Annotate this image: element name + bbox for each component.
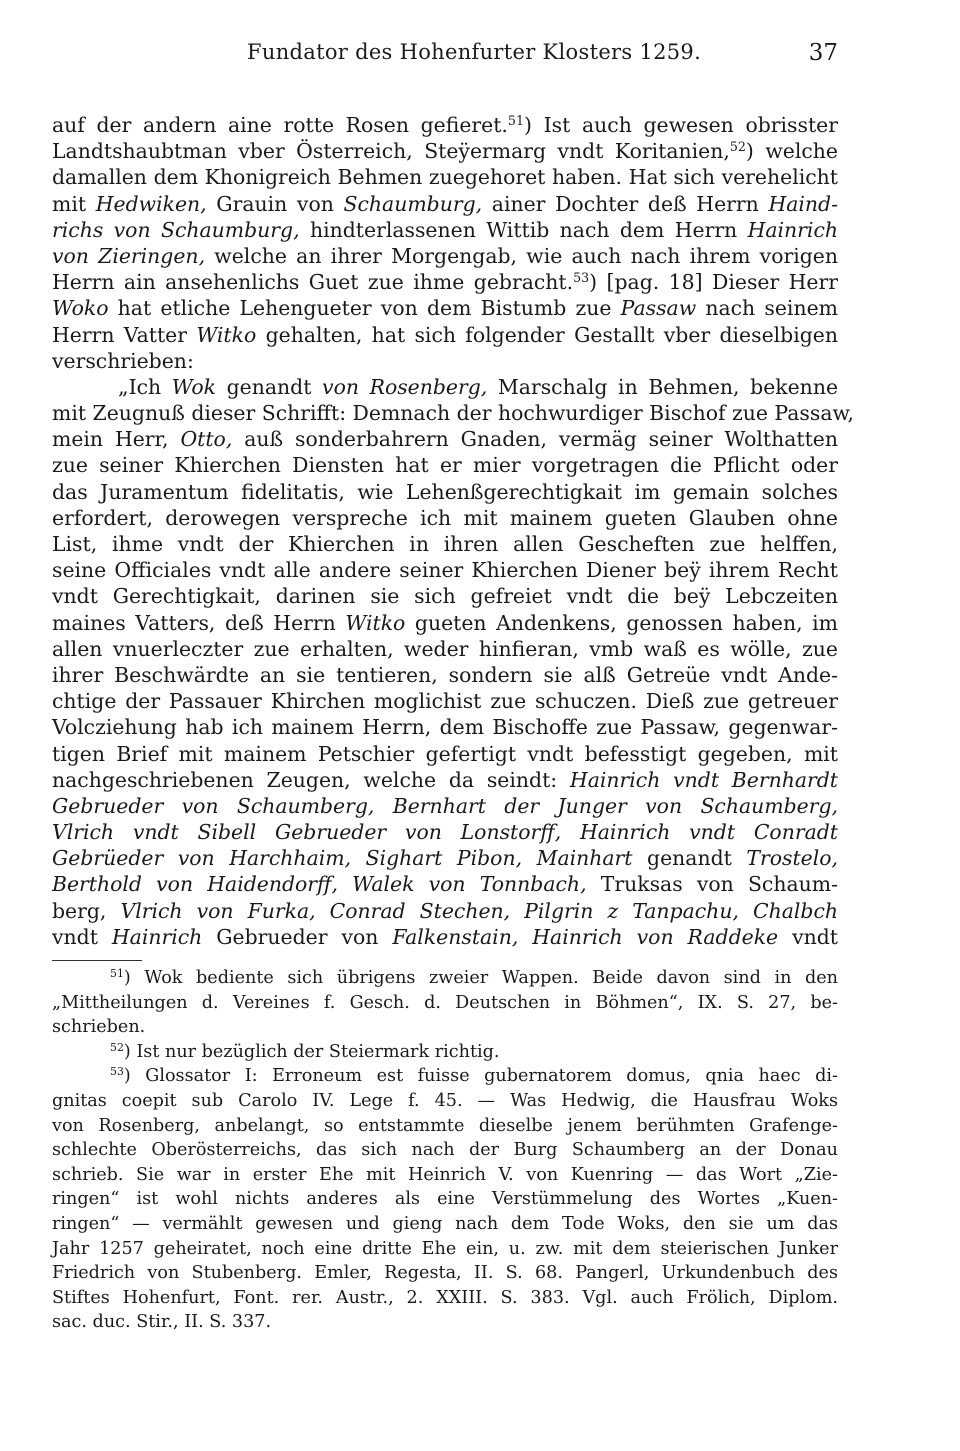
text-line <box>52 217 838 243</box>
text-run: damallen dem Khonigreich Behmen zuegehoret haben. Hat sich verehelicht <box>52 165 838 190</box>
text-run: seine Officiales vndt alle andere seiner Khierchen Diener beÿ ihrem Recht <box>52 558 838 583</box>
text-line <box>52 374 838 400</box>
footnote-line <box>52 1089 838 1114</box>
text-line <box>52 636 838 662</box>
text-run: Herrn Vatter <box>52 322 197 347</box>
italic-text: Passaw <box>620 296 697 321</box>
running-title: Fundator des Hohenfurter Klosters 1259. <box>247 40 702 64</box>
text-run: welche an ihrer Morgengab, wie auch nach ihrem vorigen <box>205 243 838 268</box>
footnote-line <box>52 1138 838 1163</box>
footnote-line <box>52 1286 838 1311</box>
text-line <box>52 610 838 636</box>
italic-text: Haind- <box>768 191 838 216</box>
italic-text: Hainrich <box>111 924 203 949</box>
text-line <box>52 112 838 138</box>
italic-text: Wok <box>171 374 217 399</box>
text-run: von Rosenberg, anbelangt, so entstammte dieselbe jenem berühmten Grafenge- <box>52 1115 838 1136</box>
footnote-reference: 51 <box>507 113 524 129</box>
italic-text: Hainrich <box>747 217 838 242</box>
footnote-line <box>52 991 838 1016</box>
text-line <box>52 898 838 924</box>
text-line <box>52 662 838 688</box>
text-run: Stiftes Hohenfurt, Font. rer. Austr., 2. XXIII. S. 383. Vgl. auch Frölich, Diplom. <box>52 1287 838 1308</box>
italic-text: Witko <box>196 322 257 347</box>
text-line <box>52 191 838 217</box>
text-run: Gebrueder von <box>202 924 393 949</box>
text-run: tigen Brief mit mainem Petschier gefertigt vndt befesstigt gegeben, mit <box>52 741 838 766</box>
text-line <box>52 741 838 767</box>
italic-text: Trostelo, <box>746 846 838 871</box>
body-text <box>52 112 854 950</box>
text-run: gueten Andenkens, genossen haben, im <box>405 610 839 635</box>
footnote-line <box>52 1015 838 1040</box>
text-run: Herrn ain ansehenlichs Guet zue ihme gebracht. <box>52 270 574 295</box>
footnote-line <box>52 1114 838 1139</box>
italic-text: Otto, <box>180 427 233 452</box>
italic-text: Vlrich von Furka, Conrad Stechen, Pilgrin z Tanpachu, Chalbch <box>120 898 838 923</box>
text-run: „Mittheilungen d. Vereines f. Gesch. d. Deutschen in Böhmen“, IX. S. 27, be- <box>52 992 838 1013</box>
text-run: ringen“ ist wohl nichts anderes als eine Verstümmelung des Wortes „Kuen- <box>52 1189 838 1210</box>
italic-text: Vlrich vndt Sibell Gebrueder von Lonstorff, Hainrich vndt Conradt <box>52 820 838 845</box>
footnote-line <box>52 1237 838 1262</box>
italic-text: Schaumburg, <box>343 191 483 216</box>
text-line <box>52 688 838 714</box>
text-run: ringen“ — vermählt gewesen und gieng nach dem Tode Woks, den sie um das <box>52 1213 838 1234</box>
text-run: mein Herr, <box>52 427 181 452</box>
text-run: nach seinem <box>696 296 838 321</box>
text-run: ainer Dochter deß Herrn <box>482 191 769 216</box>
italic-text: richs von Schaumburg, <box>52 217 300 242</box>
text-line <box>52 845 838 871</box>
italic-text: Woko <box>52 296 109 321</box>
footnote-line <box>52 1187 838 1212</box>
text-line <box>52 295 838 321</box>
page-number: 37 <box>808 40 838 66</box>
text-run: ) Ist auch gewesen obrisster <box>523 113 838 137</box>
text-line <box>52 479 838 505</box>
text-run: das Juramentum fidelitatis, wie Lehenßgerechtigkait im gemain solches <box>52 479 838 504</box>
footnote-line <box>52 1261 838 1286</box>
text-run: vndt <box>778 924 838 949</box>
text-line <box>52 426 838 452</box>
text-run: auß sonderbahrern Gnaden, vermäg seiner Wolthatten <box>232 427 838 452</box>
text-line <box>52 452 838 478</box>
text-line <box>52 924 838 950</box>
text-run: vndt <box>52 924 112 949</box>
footnote-line <box>52 1310 838 1335</box>
italic-text: Falkenstain, Hainrich von Raddeke <box>392 924 779 949</box>
text-run: ) welche <box>745 139 838 164</box>
text-run: ) [pag. 18] Dieser Herr <box>589 270 838 295</box>
text-line <box>52 793 838 819</box>
text-run: schrieben. <box>52 1017 146 1038</box>
text-run: nachgeschriebenen Zeugen, welche da seindt: <box>52 767 570 792</box>
text-line <box>52 557 838 583</box>
text-run: Marschalg in Behmen, bekenne <box>487 374 839 399</box>
text-line <box>52 583 838 609</box>
text-run: mit Zeugnuß dieser Schrifft: Demnach der hochwurdiger Bischof zue Passaw, <box>52 401 854 426</box>
text-run: maines Vatters, deß Herrn <box>52 610 346 635</box>
text-run: berg, <box>52 898 121 923</box>
italic-text: Witko <box>345 610 406 635</box>
text-run: zue seiner Khierchen Diensten hat er mier vorgetragen die Pflicht oder <box>52 453 838 478</box>
text-line <box>52 531 838 557</box>
text-line <box>52 269 838 295</box>
text-run: Friedrich von Stubenberg. Emler, Regesta, II. S. 68. Pangerl, Urkundenbuch des <box>52 1263 838 1284</box>
text-run: auf der andern aine rotte Rosen gefieret. <box>52 113 508 137</box>
text-run: genandt <box>632 846 747 871</box>
text-run: genandt <box>216 374 323 399</box>
text-line <box>52 400 854 426</box>
italic-text: Gebrueder von Schaumberg, Bernhart der Junger von Schaumberg, <box>52 793 838 818</box>
text-line <box>52 505 838 531</box>
text-run: ihrer Beschwärdte an sie tentieren, sondern sie alß Getreüe vndt Ande- <box>52 662 838 687</box>
text-line <box>52 819 838 845</box>
text-run: verschrieben: <box>52 348 194 373</box>
text-run: List, ihme vndt der Khierchen in ihren allen Gescheften zue helffen, <box>52 532 838 556</box>
text-line <box>52 322 838 348</box>
text-line <box>52 138 838 164</box>
footnote-line <box>52 1212 838 1237</box>
text-run: Jahr 1257 geheiratet, noch eine dritte Ehe ein, u. zw. mit dem steierischen Junker <box>52 1238 838 1259</box>
text-run: ) Glossator I: Erroneum est fuisse gubernatorem domus, qnia haec di- <box>123 1066 838 1087</box>
italic-text: Hedwiken, <box>95 191 207 216</box>
footnote-reference: 52 <box>729 139 746 155</box>
text-run: schrieb. Sie war in erster Ehe mit Heinrich V. von Kuenring — das Wort „Zie- <box>52 1164 838 1185</box>
text-run: sac. duc. Stir., II. S. 337. <box>52 1312 272 1333</box>
italic-text: von Zieringen, <box>52 243 206 268</box>
running-header <box>52 40 838 72</box>
italic-text: Gebrüeder von Harchhaim, Sighart Pibon, Mainhart <box>52 846 633 871</box>
footnote-separator <box>52 960 142 961</box>
text-run: Landtshaubtman vber Österreich, Steÿermarg vndt Koritanien, <box>52 139 730 164</box>
footnotes <box>52 966 838 1335</box>
footnote-reference: 51 <box>110 967 124 980</box>
text-run: erfordert, derowegen verspreche ich mit mainem gueten Glauben ohne <box>52 505 838 530</box>
text-run: allen vnuerleczter zue erhalten, weder hinfieran, vmb waß es wölle, zue <box>52 636 838 661</box>
text-line <box>52 164 838 190</box>
footnote-reference: 53 <box>110 1065 124 1079</box>
text-run: vndt Gerechtigkait, darinen sie sich gefreiet vndt die beÿ Lebczeiten <box>52 584 838 609</box>
footnote-line <box>52 1163 838 1188</box>
text-run: hat etliche Lehengueter von dem Bistumb zue <box>108 296 621 321</box>
text-line <box>52 243 838 269</box>
text-run: ) Ist nur bezüglich der Steiermark richtig. <box>123 1041 500 1062</box>
text-run: hindterlassenen Wittib nach dem Herrn <box>299 217 748 242</box>
footnote-line <box>52 966 838 991</box>
footnote-reference: 53 <box>573 270 590 286</box>
footnote-reference: 52 <box>110 1040 124 1054</box>
text-run: Volcziehung hab ich mainem Herrn, dem Bischoffe zue Passaw, gegenwar- <box>52 715 838 740</box>
text-line <box>52 714 838 740</box>
text-run: Truksas von Schaum- <box>586 872 838 897</box>
text-run: Grauin von <box>206 191 344 216</box>
text-line <box>52 348 838 374</box>
italic-text: Berthold von Haidendorff, Walek von Tonnbach, <box>52 872 587 897</box>
text-run: gehalten, hat sich folgender Gestallt vber dieselbigen <box>256 322 839 347</box>
footnote-line <box>52 1064 838 1089</box>
text-run: „Ich <box>118 374 172 399</box>
text-line <box>52 871 838 897</box>
text-line <box>52 767 838 793</box>
text-run: chtige der Passauer Khirchen moglichist zue schuczen. Dieß zue getreuer <box>52 689 838 714</box>
text-run: schlechte Oberösterreichs, das sich nach der Burg Schaumberg an der Donau <box>52 1140 838 1161</box>
italic-text: Hainrich vndt Bernhardt <box>569 767 838 792</box>
text-run: ) Wok bediente sich übrigens zweier Wappen. Beide davon sind in den <box>123 968 838 988</box>
italic-text: von Rosenberg, <box>322 374 488 399</box>
text-run: gnitas coepit sub Carolo IV. Lege f. 45. — Was Hedwig, die Hausfrau Woks <box>52 1090 838 1111</box>
text-run: mit <box>52 191 96 216</box>
footnote-line <box>52 1040 838 1065</box>
